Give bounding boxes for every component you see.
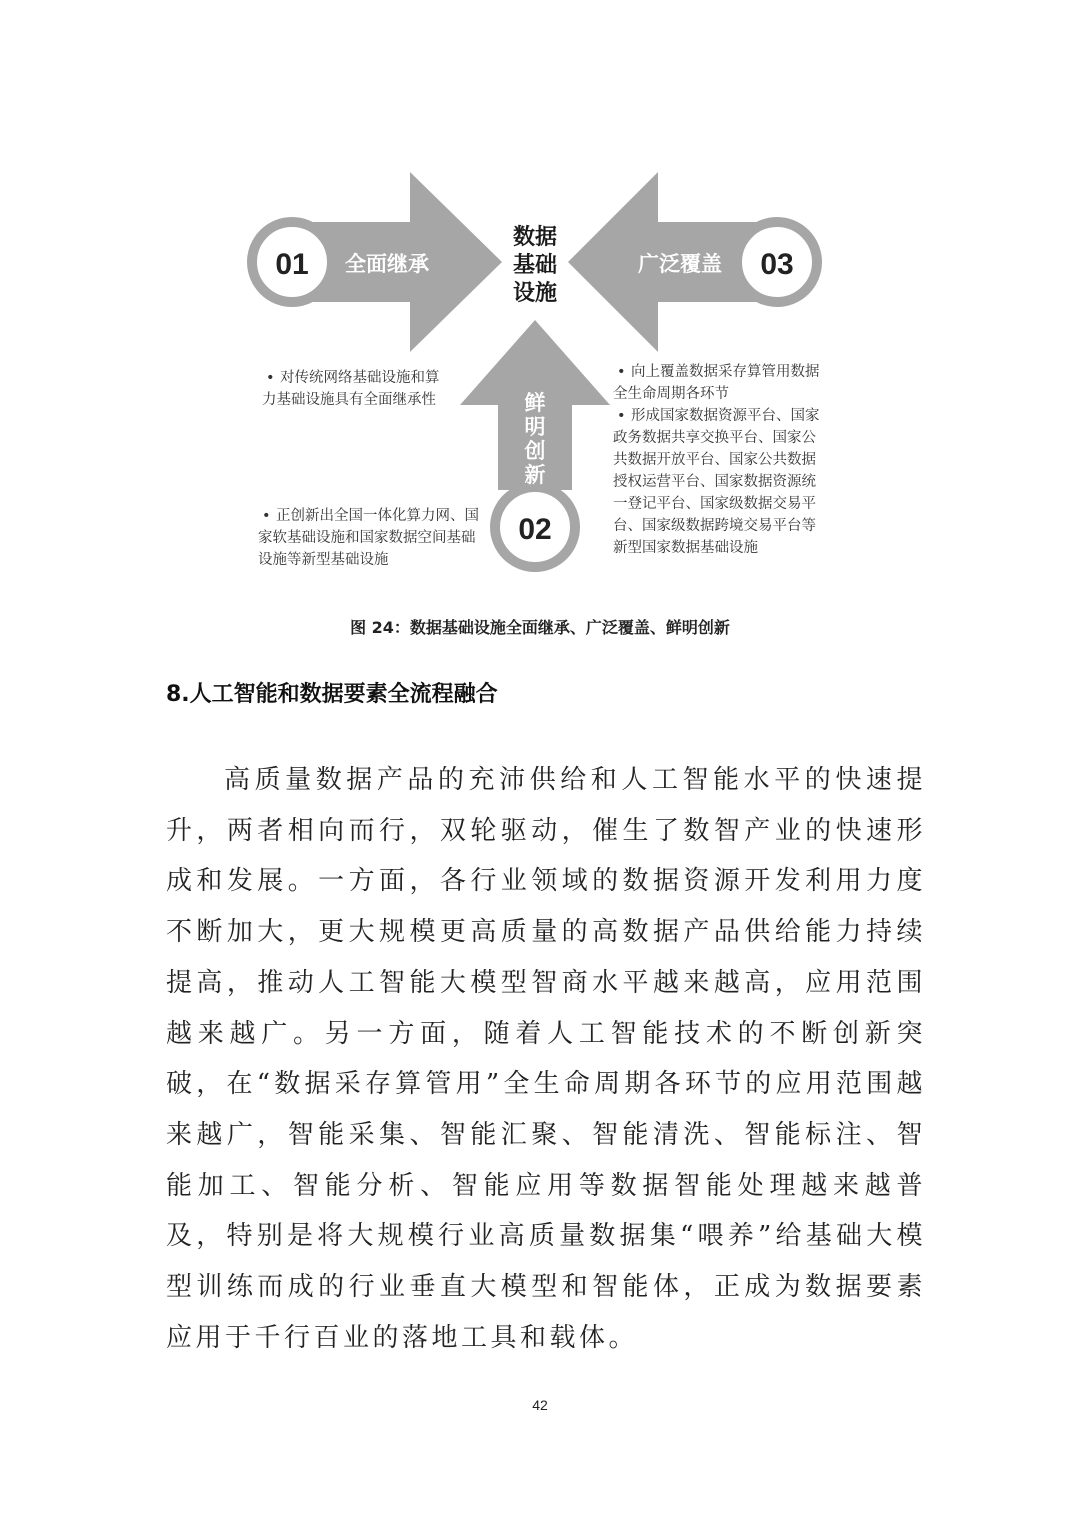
bottom-label-char-3: 创 [524,439,546,463]
bottom-label-char-1: 鲜 [524,391,546,415]
notes-left-bottom [258,505,484,571]
left-number: 01 [275,248,309,281]
bottom-number: 02 [518,513,552,546]
center-label-line-1: 数据 [512,225,558,250]
notes-right [613,361,825,559]
body-paragraph: 高质量数据产品的充沛供给和人工智能水平的快速提升，两者相向而行，双轮驱动，催生了数智产业的快速形成和发展。一方面，各行业领域的数据资源开发利用力度不断加大，更大规模更高质量的高数据产品供给能力持续提高，推动人工智能大模型智商水平越来越高，应用范围越来越广。另一方面，随着人工智能技术的不断创新突破，在“数据采存算管用”全生命周期各环节的应用范围越来越广，智能采集、智能汇聚、智能清洗、智能标注、智能加工、智能分析、智能应用等数据智能处理越来越普及，特别是将大规模行业高质量数据集“喂养”给基础大模型训练而成的行业垂直大模型和智能体，正成为数据要素应用于千行百业的落地工具和载体。 [166,765,926,1353]
note-item: • 向上覆盖数据采存算管用数据全生命周期各环节 [613,361,825,405]
center-label-line-2: 基础 [512,253,558,278]
notes-left-top [262,367,448,411]
section-title: 8.人工智能和数据要素全流程融合 [166,682,498,707]
data-infrastructure-diagram [0,150,1080,590]
right-arrow-label: 广泛覆盖 [638,252,722,276]
note-item: • 正创新出全国一体化算力网、国家软基础设施和国家数据空间基础设施等新型基础设施 [258,505,484,571]
left-arrow-label: 全面继承 [345,252,429,276]
note-item: • 形成国家数据资源平台、国家政务数据共享交换平台、国家公共数据开放平台、国家公共数据授权运营平台、国家数据资源统一登记平台、国家级数据交易平台、国家级数据跨境交易平台等新型国家数据基础设施 [613,405,825,559]
figure-caption: 图 24：数据基础设施全面继承、广泛覆盖、鲜明创新 [350,618,730,637]
center-label-line-3: 设施 [512,281,558,306]
bottom-label-char-4: 新 [524,463,546,487]
page-number: 42 [532,1397,548,1413]
note-item: • 对传统网络基础设施和算力基础设施具有全面继承性 [262,367,448,411]
right-number: 03 [760,248,794,281]
bottom-label-char-2: 明 [524,415,546,439]
